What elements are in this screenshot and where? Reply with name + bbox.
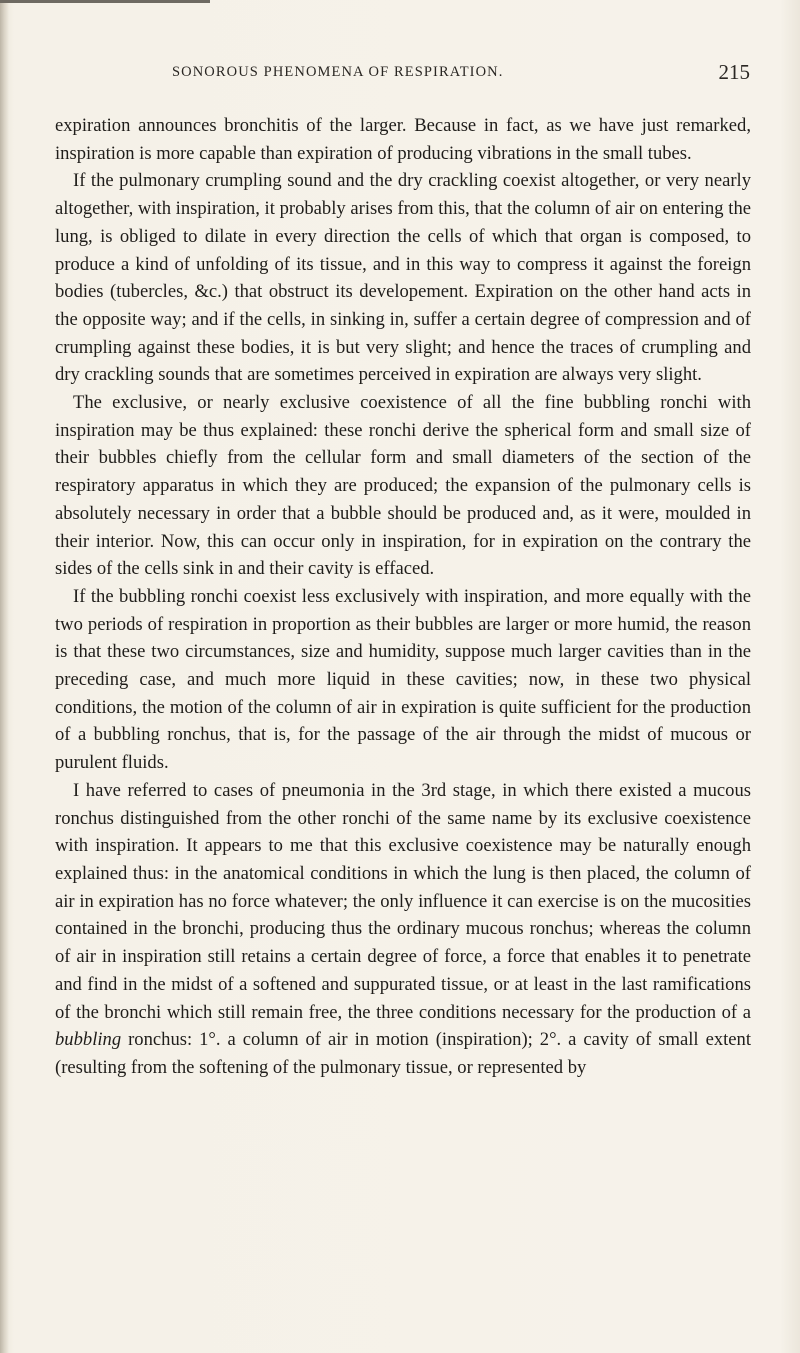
page-top-rule <box>0 0 210 3</box>
paragraph-5-italic: bubbling <box>55 1029 122 1051</box>
paragraph-5-part-a: I have referred to cases of pneumonia in the 3rd stage, in which there existed a mucous ronchus distinguished from the other ronchi of the same name by its exclusive coexistence with inspiration. It appears to me that this exclusive coexistence may be naturally enough explained thus: in the anatomical conditions in which the lung is then placed, the column of air in expiration has no force whatever; the only influence it can exercise is on the mucosities contained in the bronchi, producing thus the ordinary mucous ronchus; whereas the column of air in inspiration still retains a certain degree of force, a force that enables it to penetrate and find in the midst of a softened and suppurated tissue, or at least in the last ramifications of the bronchi which still remain free, the three conditions necessary for the production of a <box>55 779 751 1023</box>
paragraph-4: If the bubbling ronchi coexist less exclusively with inspiration, and more equally with the two periods of respiration in proportion as their bubbles are larger or more humid, the reason is that these two circumstances, size and humidity, suppose much larger cavities than in the preceding case, and much more liquid in these cavities; now, in these two physical conditions, the motion of the column of air in expiration is quite sufficient for the production of a bubbling ronchus, that is, for the passage of the air through the midst of mucous or purulent fluids. <box>55 585 751 774</box>
paragraph-2: If the pulmonary crumpling sound and the dry crackling coexist altogether, or very nearly altogether, with inspiration, it probably arises from this, that the column of air on entering the lung, is obliged to dilate in every direction the cells of which that organ is composed, to produce a kind of unfolding of its tissue, and in this way to compress it against the foreign bodies (tubercles, &c.) that obstruct its developement. Expiration on the other hand acts in the opposite way; and if the cells, in sinking in, suffer a certain degree of compression and of crumpling against these bodies, it is but very slight; and hence the traces of crumpling and dry crackling sounds that are sometimes perceived in expiration are always very slight. <box>55 170 751 386</box>
page-number: 215 <box>718 60 750 84</box>
paragraph-1: expiration announces bronchitis of the larger. Because in fact, as we have just remarked, inspiration is more capable than expiration of producing vibrations in the small tubes. <box>55 115 751 164</box>
paragraph-3: The exclusive, or nearly exclusive coexistence of all the fine bubbling ronchi with inspiration may be thus explained: these ronchi derive the spherical form and small size of their bubbles chiefly from the cellular form and small diameters of the section of the respiratory apparatus in which they are produced; the expansion of the pulmonary cells is absolutely necessary in order that a bubble should be produced and, as it were, moulded in their interior. Now, this can occur only in inspiration, for in expiration on the contrary the sides of the cells sink in and their cavity is effaced. <box>55 392 751 580</box>
page-header <box>172 60 750 90</box>
paragraph-5 <box>55 777 751 1082</box>
spine-shadow <box>0 0 9 1353</box>
paragraph-5-part-b: ronchus: 1°. a column of air in motion (inspiration); 2°. a cavity of small extent (resulting from the softening of the pulmonary tissue, or represented by <box>55 1029 751 1078</box>
body-text <box>55 112 751 1082</box>
running-head: SONOROUS PHENOMENA OF RESPIRATION. <box>172 64 504 80</box>
